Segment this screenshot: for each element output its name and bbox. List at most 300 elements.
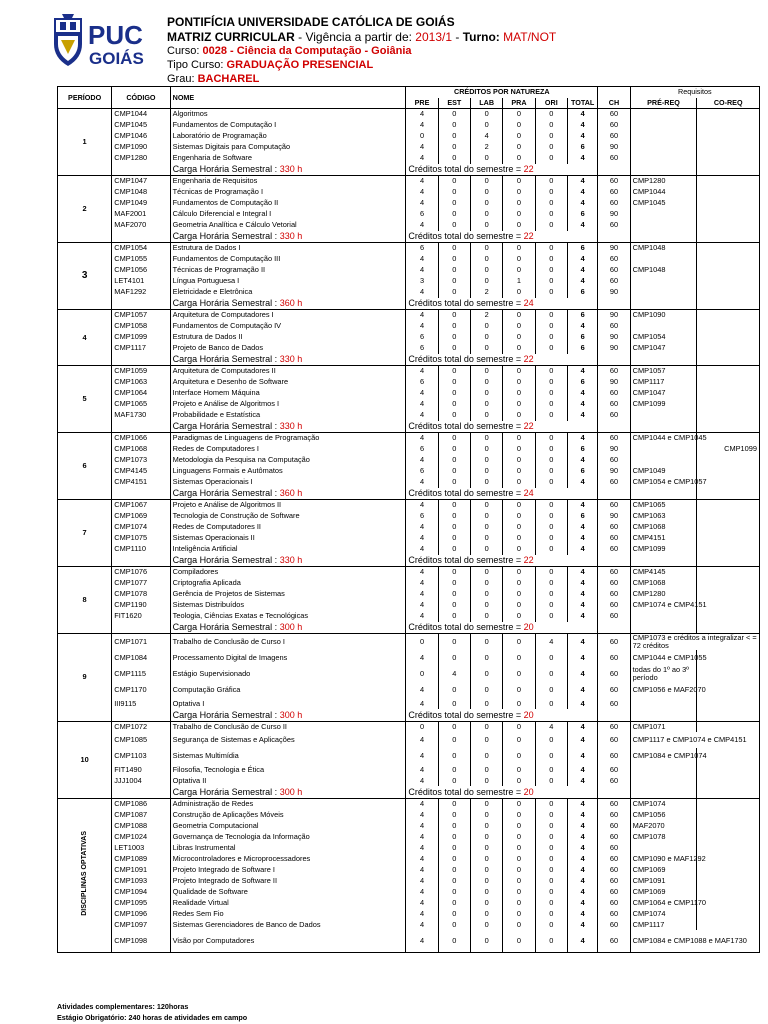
course-name: Engenharia de Software (170, 153, 406, 164)
cred-pre: 4 (406, 732, 438, 748)
course-code: CMP1117 (112, 343, 170, 354)
semester-summary-row (58, 421, 760, 433)
prerequisite (630, 410, 697, 421)
col-lab: LAB (471, 98, 503, 109)
prerequisite: CMP1073 e créditos a integralizar < = 72 créditos (630, 634, 759, 651)
cred-total: 6 (567, 243, 597, 254)
semester-summary-row (58, 622, 760, 634)
cred-pra: 0 (503, 897, 535, 908)
cred-ori: 4 (535, 634, 567, 651)
corequisite (697, 410, 760, 421)
cred-pra: 0 (503, 444, 535, 455)
cred-est: 0 (438, 842, 470, 853)
course-code: CMP1094 (112, 886, 170, 897)
cred-pra: 0 (503, 842, 535, 853)
cred-total: 4 (567, 809, 597, 820)
corequisite (697, 388, 760, 399)
cred-total: 4 (567, 254, 597, 265)
cred-pre: 4 (406, 930, 438, 952)
carga-horaria: 60 (598, 820, 630, 831)
cred-lab: 0 (471, 533, 503, 544)
course-code: CMP1074 (112, 522, 170, 533)
prerequisite: CMP1048 (630, 265, 697, 276)
table-row (58, 198, 760, 209)
cred-lab: 0 (471, 332, 503, 343)
cred-ori: 0 (535, 908, 567, 919)
table-row (58, 908, 760, 919)
table-row (58, 321, 760, 332)
course-name: Sistemas Digitais para Computação (170, 142, 406, 153)
course-name: Tecnologia de Construção de Software (170, 511, 406, 522)
cred-ori: 0 (535, 820, 567, 831)
creditos-total-semestre: Créditos total do semestre = 24 (406, 488, 598, 500)
cred-total: 4 (567, 153, 597, 164)
course-name: Geometria Computacional (170, 820, 406, 831)
cred-pra: 0 (503, 198, 535, 209)
cred-ori: 0 (535, 343, 567, 354)
carga-horaria: 60 (598, 930, 630, 952)
cred-ori: 0 (535, 153, 567, 164)
cred-lab: 0 (471, 842, 503, 853)
carga-horaria: 60 (598, 809, 630, 820)
corequisite (697, 220, 760, 231)
cred-ori: 0 (535, 477, 567, 488)
corequisite (697, 466, 760, 477)
cred-pra: 0 (503, 477, 535, 488)
cred-lab: 0 (471, 176, 503, 187)
cred-est: 0 (438, 131, 470, 142)
corequisite (697, 522, 760, 533)
cred-pre: 4 (406, 321, 438, 332)
cred-total: 4 (567, 388, 597, 399)
course-code: CMP1103 (112, 748, 170, 764)
cred-pra: 0 (503, 522, 535, 533)
course-name: Fundamentos de Computação III (170, 254, 406, 265)
carga-horaria: 60 (598, 544, 630, 555)
cred-total: 6 (567, 377, 597, 388)
carga-horaria-semestral: Carga Horária Semestral : 330 h (170, 555, 406, 567)
cred-est: 0 (438, 897, 470, 908)
cred-pra: 0 (503, 176, 535, 187)
cred-pra: 0 (503, 187, 535, 198)
carga-horaria: 60 (598, 410, 630, 421)
cred-pre: 4 (406, 310, 438, 321)
table-row (58, 500, 760, 511)
course-name: Projeto de Banco de Dados (170, 343, 406, 354)
cred-lab: 0 (471, 511, 503, 522)
cred-lab: 0 (471, 634, 503, 651)
cred-lab: 0 (471, 682, 503, 698)
prerequisite: CMP1117 (630, 377, 697, 388)
prerequisite: CMP1056 e MAF2070 (630, 682, 697, 698)
course-name: Laboratório de Programação (170, 131, 406, 142)
cred-pre: 4 (406, 611, 438, 622)
course-code: CMP1068 (112, 444, 170, 455)
course-name: Linguagens Formais e Autômatos (170, 466, 406, 477)
corequisite (697, 875, 760, 886)
cred-pre: 3 (406, 276, 438, 287)
carga-horaria: 60 (598, 908, 630, 919)
cred-pre: 6 (406, 466, 438, 477)
cred-pre: 4 (406, 366, 438, 377)
cred-pra: 0 (503, 682, 535, 698)
table-row (58, 410, 760, 421)
carga-horaria: 60 (598, 533, 630, 544)
course-name: Trabalho de Conclusão de Curso I (170, 634, 406, 651)
col-est: EST (438, 98, 470, 109)
cred-pre: 4 (406, 798, 438, 809)
carga-horaria: 60 (598, 775, 630, 786)
carga-horaria: 60 (598, 864, 630, 875)
table-row (58, 634, 760, 651)
cred-ori: 0 (535, 366, 567, 377)
tipo-curso-line: Tipo Curso: GRADUAÇÃO PRESENCIAL (167, 59, 374, 71)
cred-lab: 0 (471, 120, 503, 131)
cred-lab: 0 (471, 366, 503, 377)
grau-line: Grau: BACHAREL (167, 73, 260, 85)
cred-est: 0 (438, 798, 470, 809)
cred-pre: 0 (406, 721, 438, 732)
course-name: Arquitetura e Desenho de Software (170, 377, 406, 388)
cred-ori: 0 (535, 764, 567, 775)
cred-ori: 0 (535, 198, 567, 209)
carga-horaria: 60 (598, 477, 630, 488)
corequisite (697, 589, 760, 600)
cred-est: 0 (438, 466, 470, 477)
corequisite (697, 666, 760, 682)
prerequisite: CMP1068 (630, 522, 697, 533)
course-name: Microcontroladores e Microprocessadores (170, 853, 406, 864)
logo-text-puc: PUC (88, 20, 143, 50)
course-name: Segurança de Sistemas e Aplicações (170, 732, 406, 748)
course-code: CMP1059 (112, 366, 170, 377)
corequisite (697, 209, 760, 220)
cred-est: 0 (438, 875, 470, 886)
table-row (58, 399, 760, 410)
course-code: CMP1066 (112, 433, 170, 444)
prerequisite (630, 764, 697, 775)
cred-lab: 0 (471, 875, 503, 886)
semester-summary-row (58, 354, 760, 366)
cred-pra: 0 (503, 578, 535, 589)
corequisite (697, 142, 760, 153)
course-code: CMP1067 (112, 500, 170, 511)
corequisite (697, 798, 760, 809)
cred-ori: 0 (535, 544, 567, 555)
corequisite (697, 775, 760, 786)
cred-pra: 0 (503, 220, 535, 231)
curso-line: Curso: 0028 - Ciência da Computação - Goiânia (167, 45, 412, 57)
prerequisite: CMP1069 (630, 886, 697, 897)
cred-ori: 0 (535, 120, 567, 131)
cred-pre: 4 (406, 198, 438, 209)
cred-lab: 0 (471, 853, 503, 864)
cred-pra: 0 (503, 864, 535, 875)
cred-ori: 0 (535, 500, 567, 511)
table-row (58, 919, 760, 930)
cred-pre: 4 (406, 153, 438, 164)
period-label: 9 (58, 634, 112, 722)
corequisite (697, 377, 760, 388)
cred-ori: 0 (535, 131, 567, 142)
course-name: Libras Instrumental (170, 842, 406, 853)
cred-total: 4 (567, 732, 597, 748)
cred-lab: 0 (471, 544, 503, 555)
cred-total: 4 (567, 477, 597, 488)
cred-est: 0 (438, 109, 470, 120)
cred-pra: 0 (503, 120, 535, 131)
cred-total: 4 (567, 634, 597, 651)
cred-total: 6 (567, 310, 597, 321)
table-row (58, 310, 760, 321)
table-row (58, 455, 760, 466)
corequisite (697, 265, 760, 276)
carga-horaria: 60 (598, 875, 630, 886)
table-row (58, 748, 760, 764)
course-name: Eletricidade e Eletrônica (170, 287, 406, 298)
table-row (58, 842, 760, 853)
semester-summary-row (58, 298, 760, 310)
cred-pra: 0 (503, 567, 535, 578)
col-ch: CH (598, 98, 630, 109)
carga-horaria: 60 (598, 578, 630, 589)
cred-lab: 0 (471, 831, 503, 842)
semester-summary-row (58, 709, 760, 721)
cred-lab: 0 (471, 600, 503, 611)
cred-pra: 0 (503, 748, 535, 764)
cred-pre: 0 (406, 634, 438, 651)
course-name: Língua Portuguesa I (170, 276, 406, 287)
cred-lab: 2 (471, 142, 503, 153)
prerequisite: CMP1117 e CMP1074 e CMP4151 (630, 732, 759, 748)
cred-pre: 0 (406, 666, 438, 682)
prerequisite: CMP1090 (630, 310, 697, 321)
cred-total: 4 (567, 600, 597, 611)
carga-horaria: 60 (598, 455, 630, 466)
cred-pra: 0 (503, 131, 535, 142)
course-name: Visão por Computadores (170, 930, 406, 952)
table-row (58, 897, 760, 908)
course-code: CMP1090 (112, 142, 170, 153)
cred-pre: 4 (406, 886, 438, 897)
cred-pre: 4 (406, 388, 438, 399)
cred-est: 0 (438, 500, 470, 511)
course-code: CMP1077 (112, 578, 170, 589)
corequisite (697, 764, 760, 775)
prerequisite: CMP1090 e MAF1292 (630, 853, 697, 864)
cred-est: 0 (438, 455, 470, 466)
prerequisite (630, 153, 697, 164)
cred-pre: 4 (406, 650, 438, 666)
carga-horaria: 90 (598, 243, 630, 254)
cred-est: 0 (438, 321, 470, 332)
cred-lab: 0 (471, 466, 503, 477)
cred-ori: 4 (535, 721, 567, 732)
cred-lab: 0 (471, 732, 503, 748)
course-name: Filosofia, Tecnologia e Ética (170, 764, 406, 775)
cred-est: 0 (438, 198, 470, 209)
prerequisite (630, 611, 697, 622)
cred-total: 4 (567, 522, 597, 533)
cred-ori: 0 (535, 864, 567, 875)
prerequisite (630, 444, 697, 455)
corequisite (697, 176, 760, 187)
corequisite (697, 332, 760, 343)
cred-pre: 4 (406, 853, 438, 864)
cred-lab: 0 (471, 897, 503, 908)
cred-pra: 0 (503, 265, 535, 276)
table-row (58, 831, 760, 842)
prerequisite: CMP1084 e CMP1074 (630, 748, 697, 764)
cred-pra: 0 (503, 544, 535, 555)
cred-ori: 0 (535, 666, 567, 682)
carga-horaria: 60 (598, 366, 630, 377)
carga-horaria: 90 (598, 343, 630, 354)
table-row (58, 120, 760, 131)
prerequisite: CMP1048 (630, 243, 697, 254)
cred-ori: 0 (535, 444, 567, 455)
cred-total: 4 (567, 187, 597, 198)
cred-est: 0 (438, 682, 470, 698)
cred-lab: 0 (471, 798, 503, 809)
cred-pre: 4 (406, 399, 438, 410)
cred-lab: 0 (471, 764, 503, 775)
table-row (58, 544, 760, 555)
table-row (58, 875, 760, 886)
carga-horaria: 60 (598, 131, 630, 142)
table-row (58, 343, 760, 354)
cred-pre: 4 (406, 433, 438, 444)
carga-horaria: 90 (598, 511, 630, 522)
course-name: Metodologia da Pesquisa na Computação (170, 455, 406, 466)
logo-text-goias: GOIÁS (89, 49, 144, 68)
course-code: CMP1091 (112, 864, 170, 875)
prerequisite: CMP1074 (630, 908, 697, 919)
cred-pra: 0 (503, 721, 535, 732)
corequisite (697, 198, 760, 209)
cred-lab: 0 (471, 500, 503, 511)
prerequisite: CMP1044 e CMP1055 (630, 650, 697, 666)
cred-pre: 4 (406, 567, 438, 578)
cred-ori: 0 (535, 682, 567, 698)
corequisite (697, 500, 760, 511)
cred-est: 0 (438, 853, 470, 864)
optativas-label: DISCIPLINAS OPTATIVAS (58, 798, 112, 952)
table-row (58, 533, 760, 544)
cred-total: 4 (567, 698, 597, 709)
cred-pra: 0 (503, 366, 535, 377)
cred-ori: 0 (535, 522, 567, 533)
course-code: CMP1076 (112, 567, 170, 578)
course-code: CMP1190 (112, 600, 170, 611)
carga-horaria: 60 (598, 698, 630, 709)
table-row (58, 388, 760, 399)
prerequisite (630, 321, 697, 332)
cred-lab: 2 (471, 310, 503, 321)
cred-lab: 0 (471, 864, 503, 875)
course-name: Arquitetura de Computadores I (170, 310, 406, 321)
cred-total: 4 (567, 842, 597, 853)
course-name: Sistemas Distribuídos (170, 600, 406, 611)
course-code: CMP1064 (112, 388, 170, 399)
carga-horaria: 60 (598, 919, 630, 930)
prerequisite (630, 287, 697, 298)
cred-lab: 0 (471, 254, 503, 265)
cred-pra: 0 (503, 243, 535, 254)
cred-pre: 4 (406, 842, 438, 853)
table-row (58, 864, 760, 875)
cred-lab: 2 (471, 287, 503, 298)
prerequisite: CMP1099 (630, 544, 697, 555)
cred-pre: 4 (406, 254, 438, 265)
cred-lab: 0 (471, 444, 503, 455)
corequisite (697, 276, 760, 287)
cred-est: 0 (438, 809, 470, 820)
cred-pra: 0 (503, 831, 535, 842)
semester-summary-row (58, 555, 760, 567)
cred-est: 0 (438, 142, 470, 153)
carga-horaria: 60 (598, 666, 630, 682)
prerequisite: CMP1280 (630, 589, 697, 600)
cred-total: 4 (567, 721, 597, 732)
cred-lab: 0 (471, 265, 503, 276)
carga-horaria: 60 (598, 187, 630, 198)
table-row (58, 721, 760, 732)
cred-pre: 4 (406, 682, 438, 698)
cred-est: 0 (438, 511, 470, 522)
cred-pre: 6 (406, 444, 438, 455)
corequisite (697, 831, 760, 842)
carga-horaria: 60 (598, 897, 630, 908)
carga-horaria: 90 (598, 332, 630, 343)
cred-pra: 0 (503, 875, 535, 886)
course-code: CMP1071 (112, 634, 170, 651)
carga-horaria: 60 (598, 220, 630, 231)
course-code: CMP1056 (112, 265, 170, 276)
course-code: CMP1057 (112, 310, 170, 321)
cred-total: 4 (567, 578, 597, 589)
curriculum-table (57, 86, 760, 953)
cred-est: 0 (438, 410, 470, 421)
cred-pra: 0 (503, 511, 535, 522)
period-label: 8 (58, 567, 112, 634)
course-name: Probabilidade e Estatística (170, 410, 406, 421)
prerequisite: CMP1071 (630, 721, 697, 732)
cred-ori: 0 (535, 897, 567, 908)
cred-est: 0 (438, 276, 470, 287)
table-row (58, 611, 760, 622)
cred-est: 0 (438, 567, 470, 578)
cred-total: 4 (567, 897, 597, 908)
carga-horaria: 60 (598, 853, 630, 864)
cred-lab: 0 (471, 775, 503, 786)
prerequisite: CMP1065 (630, 500, 697, 511)
cred-total: 4 (567, 120, 597, 131)
course-name: Cálculo Diferencial e Integral I (170, 209, 406, 220)
table-row (58, 886, 760, 897)
cred-total: 4 (567, 775, 597, 786)
cred-pre: 4 (406, 544, 438, 555)
cred-pra: 0 (503, 533, 535, 544)
prerequisite (630, 775, 697, 786)
cred-est: 0 (438, 721, 470, 732)
cred-est: 0 (438, 187, 470, 198)
table-row (58, 366, 760, 377)
cred-lab: 0 (471, 109, 503, 120)
cred-est: 0 (438, 764, 470, 775)
course-code: III9115 (112, 698, 170, 709)
carga-horaria: 60 (598, 567, 630, 578)
